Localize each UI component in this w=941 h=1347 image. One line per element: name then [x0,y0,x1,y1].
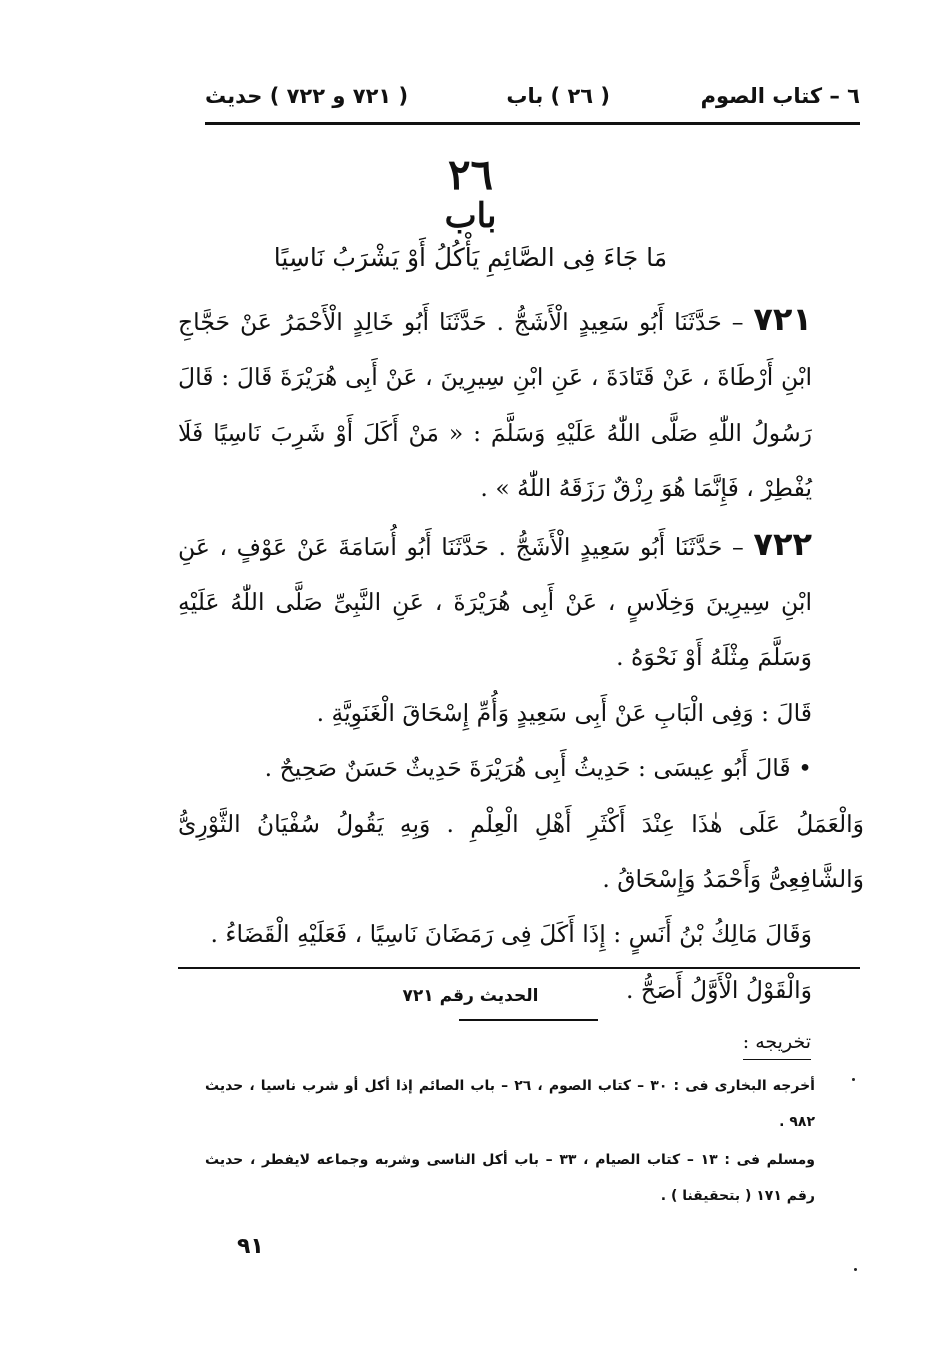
hadith-721-number: ٧٢١ [753,300,812,338]
commentary-line: • قَالَ أَبُو عِيسَى : حَدِيثُ أَبِى هُرَيْرَةَ حَدِيثٌ حَسَنٌ صَحِيحٌ . [264,754,812,783]
scan-speck [852,1078,855,1081]
hadith-722-text: – حَدَّثَنَا أَبُو سَعِيدٍ الْأَشَجُّ . حَدَّثَنَا أَبُو أُسَامَةَ عَنْ عَوْفٍ ، عَنِ ابْنِ سِيرِينَ وَخِلَاسٍ ، عَنْ أَبِى هُرَيْرَةَ ، عَنِ النَّبِىِّ صَلَّى اللّٰهُ عَلَيْهِ وَسَلَّمَ مِثْلَهُ أَوْ نَحْوَهُ . [178,532,812,672]
footnote-heading: الحديث رقم ٧٢١ [402,986,539,1006]
chapter-number: ٢٦ [447,150,494,199]
commentary-line: وَالْقَوْلُ الْأَوَّلُ أَصَحُّ . [625,975,812,1004]
hadith-722 [178,517,864,686]
commentary-line: قَالَ : وَفِى الْبَابِ عَنْ أَبِى سَعِيدٍ وَأُمِّ إِسْحَاقَ الْغَنَوِيَّةِ . [316,698,812,727]
hadith-721 [178,292,864,517]
footnote-item: ومسلم فى : ١٣ – كتاب الصيام ، ٣٣ – باب أكل الناسى وشربه وجماعه لايفطر ، حديث رقم ١٧١ ( بتحقيقنا ) . [205,1152,815,1204]
header-divider [205,122,860,125]
footnote-item: أخرجه البخارى فى : ٣٠ – كتاب الصوم ، ٢٦ – باب الصائم إذا أكل أو شرب ناسيا ، حديث ٩٨٢ . [205,1078,815,1130]
footnote-heading-underline [459,1019,598,1021]
running-header [205,78,860,118]
main-text [178,292,864,1018]
header-book-title: ٦ – كتاب الصوم [700,84,860,108]
header-chapter: ( ٢٦ ) باب [506,84,610,108]
header-hadith-range: ( ٧٢١ و ٧٢٢ ) حديث [205,84,409,108]
commentary-line: وَالْعَمَلُ عَلَى هٰذَا عِنْدَ أَكْثَرِ أَهْلِ الْعِلْمِ . وَبِهِ يَقُولُ سُفْيَانُ الثَّوْرِىُّ وَالشَّافِعِىُّ وَأَحْمَدُ وَإِسْحَاقُ . [178,809,864,894]
hadith-721-text: – حَدَّثَنَا أَبُو سَعِيدٍ الْأَشَجُّ . حَدَّثَنَا أَبُو خَالِدٍ الْأَحْمَرُ عَنْ حَجَّاجِ ابْنِ أَرْطَاةَ ، عَنْ قَتَادَةَ ، عَنِ ابْنِ سِيرِينَ ، عَنْ أَبِى هُرَيْرَةَ قَالَ : قَالَ رَسُولُ اللّٰهِ صَلَّى اللّٰهُ عَلَيْهِ وَسَلَّمَ : « مَنْ أَكَلَ أَوْ شَرِبَ نَاسِيًا فَلَا يُفْطِرْ ، فَإِنَّمَا هُوَ رِزْقٌ رَزَقَهُ اللّٰهُ » . [178,308,812,503]
footnotes [205,1068,815,1216]
scan-speck [854,1268,857,1271]
footnote-divider [178,967,860,969]
takhrij-label: تخريجه : [743,1025,811,1060]
page-number: ٩١ [237,1234,264,1259]
hadith-722-number: ٧٢٢ [753,524,812,563]
chapter-heading: باب [444,196,497,236]
chapter-title: مَا جَاءَ فِى الصَّائِمِ يَأْكُلُ أَوْ يَشْرَبُ نَاسِيًا [273,243,668,272]
commentary-line: وَقَالَ مَالِكُ بْنُ أَنَسٍ : إِذَا أَكَلَ فِى رَمَضَانَ نَاسِيًا ، فَعَلَيْهِ الْقَضَاءُ . [210,920,812,949]
